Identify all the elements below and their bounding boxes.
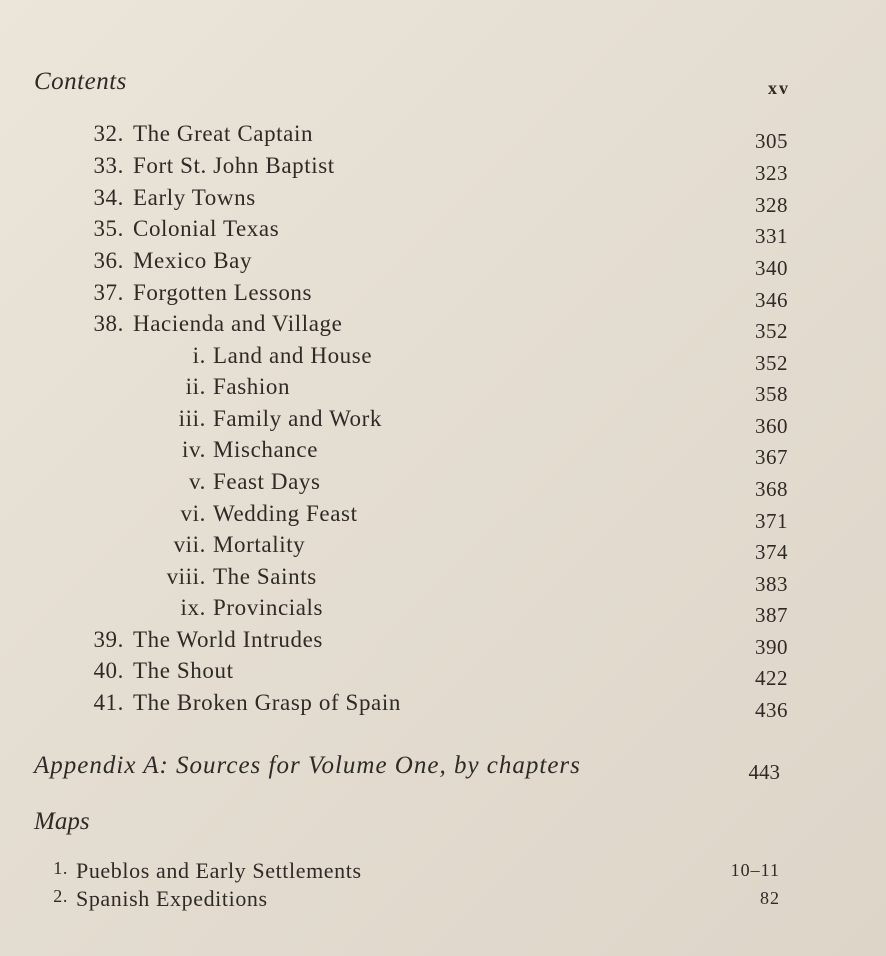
toc-subentry bbox=[0, 564, 886, 596]
map-entry bbox=[0, 858, 886, 886]
toc-subentry bbox=[0, 437, 886, 469]
entry-number: 38. bbox=[93, 311, 124, 336]
entry-title: Provincials bbox=[213, 595, 324, 620]
appendix-title: Appendix A: Sources for Volume One, by chapters bbox=[34, 752, 581, 779]
entry-page: 383 bbox=[755, 572, 788, 596]
entry-title: The World Intrudes bbox=[133, 627, 323, 652]
entry-title: Mortality bbox=[213, 532, 306, 557]
entry-number: 40. bbox=[93, 658, 124, 683]
entry-page: 436 bbox=[755, 698, 788, 722]
maps-heading: Maps bbox=[34, 808, 90, 835]
toc-entry bbox=[0, 658, 886, 690]
entry-number: 33. bbox=[93, 153, 124, 178]
folio: xv bbox=[768, 78, 790, 98]
entry-number: v. bbox=[189, 469, 206, 494]
map-page: 82 bbox=[760, 888, 780, 908]
entry-page: 340 bbox=[755, 256, 788, 280]
toc-entry bbox=[0, 185, 886, 217]
entry-number: 39. bbox=[93, 627, 124, 652]
entry-title: Mexico Bay bbox=[133, 248, 253, 273]
appendix-page: 443 bbox=[748, 760, 780, 784]
toc-entry bbox=[0, 121, 886, 153]
entry-page: 387 bbox=[755, 603, 788, 627]
entry-page: 360 bbox=[755, 414, 788, 438]
entry-number: 34. bbox=[93, 185, 124, 210]
entry-page: 368 bbox=[755, 477, 788, 501]
entry-number: iii. bbox=[178, 406, 206, 431]
map-title: Spanish Expeditions bbox=[76, 886, 268, 911]
entry-title: Family and Work bbox=[213, 406, 382, 431]
toc-subentry bbox=[0, 343, 886, 375]
entry-number: ix. bbox=[180, 595, 206, 620]
running-head: Contents bbox=[34, 68, 127, 95]
entry-page: 371 bbox=[755, 509, 788, 533]
toc-subentry bbox=[0, 501, 886, 533]
entry-page: 331 bbox=[755, 224, 788, 248]
entry-title: Feast Days bbox=[213, 469, 321, 494]
entry-number: vi. bbox=[180, 501, 206, 526]
entry-page: 323 bbox=[755, 161, 788, 185]
entry-page: 305 bbox=[755, 129, 788, 153]
map-page: 10–11 bbox=[730, 860, 780, 880]
toc-subentry bbox=[0, 469, 886, 501]
toc-entry bbox=[0, 216, 886, 248]
entry-page: 328 bbox=[755, 193, 788, 217]
toc-entry bbox=[0, 153, 886, 185]
entry-number: iv. bbox=[182, 437, 206, 462]
entry-number: viii. bbox=[166, 564, 206, 589]
toc-entry bbox=[0, 311, 886, 343]
toc-subentry bbox=[0, 406, 886, 438]
entry-title: The Great Captain bbox=[133, 121, 314, 146]
entry-title: Colonial Texas bbox=[133, 216, 280, 241]
entry-number: i. bbox=[192, 343, 206, 368]
map-number: 1. bbox=[53, 858, 68, 878]
entry-number: 36. bbox=[93, 248, 124, 273]
toc-subentry bbox=[0, 374, 886, 406]
toc-entry bbox=[0, 627, 886, 659]
toc-subentry bbox=[0, 532, 886, 564]
entry-page: 346 bbox=[755, 288, 788, 312]
entry-title: The Saints bbox=[213, 564, 317, 589]
entry-title: Mischance bbox=[213, 437, 319, 462]
entry-page: 352 bbox=[755, 319, 788, 343]
entry-title: Fort St. John Baptist bbox=[133, 153, 335, 178]
toc-entry bbox=[0, 248, 886, 280]
entry-title: The Broken Grasp of Spain bbox=[133, 690, 401, 715]
map-entry bbox=[0, 886, 886, 914]
entry-page: 374 bbox=[755, 540, 788, 564]
toc-subentry bbox=[0, 595, 886, 627]
entry-number: ii. bbox=[185, 374, 206, 399]
map-number: 2. bbox=[53, 886, 68, 906]
entry-title: Fashion bbox=[213, 374, 291, 399]
entry-title: Hacienda and Village bbox=[133, 311, 343, 336]
entry-title: Wedding Feast bbox=[213, 501, 358, 526]
map-title: Pueblos and Early Settlements bbox=[76, 858, 362, 883]
entry-title: Forgotten Lessons bbox=[133, 280, 313, 305]
entry-title: Land and House bbox=[213, 343, 373, 368]
entry-number: 35. bbox=[93, 216, 124, 241]
entry-page: 367 bbox=[755, 445, 788, 469]
entry-title: Early Towns bbox=[133, 185, 256, 210]
entry-page: 352 bbox=[755, 351, 788, 375]
toc-entry bbox=[0, 690, 886, 722]
entry-title: The Shout bbox=[133, 658, 234, 683]
entry-number: vii. bbox=[173, 532, 206, 557]
entry-page: 422 bbox=[755, 666, 788, 690]
entry-page: 390 bbox=[755, 635, 788, 659]
entry-number: 41. bbox=[93, 690, 124, 715]
toc-entry bbox=[0, 280, 886, 312]
entry-number: 37. bbox=[93, 280, 124, 305]
entry-page: 358 bbox=[755, 382, 788, 406]
entry-number: 32. bbox=[93, 121, 124, 146]
